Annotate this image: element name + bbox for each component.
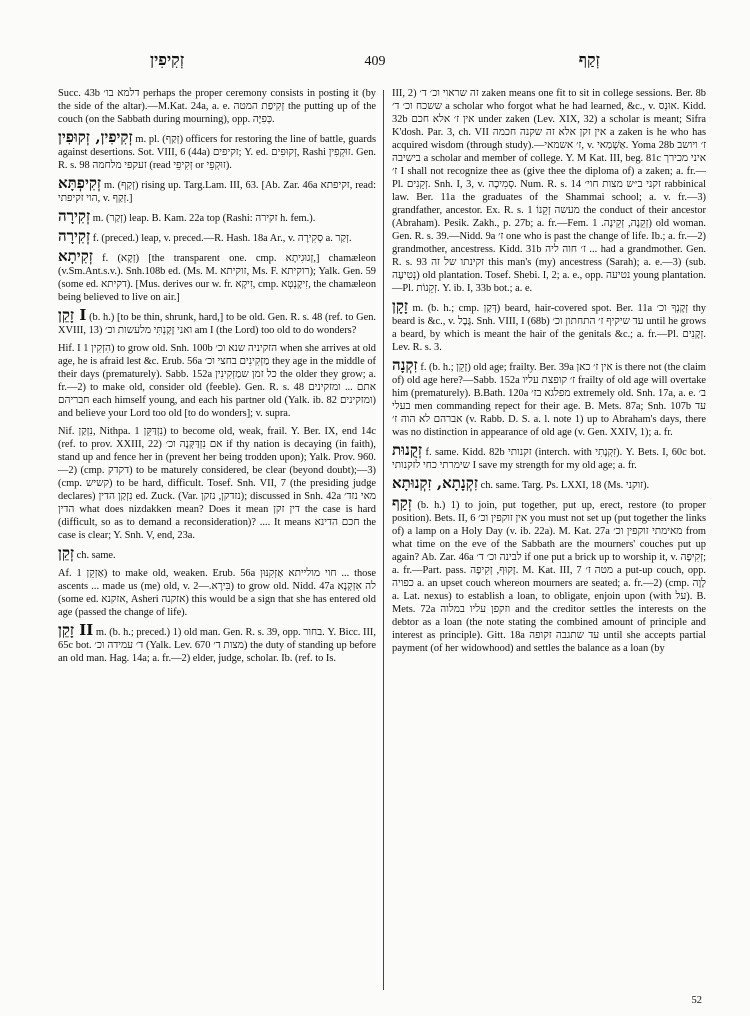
dictionary-entry [58, 174, 376, 205]
dictionary-entry [392, 474, 706, 492]
entry-text: Hif. I הִזְקִין 1) to grow old. Snh. 100b הזקיניה שנא וכ׳ when she arrives at old age, he is afraid lest &c. Erub. 56a מַזְקִינִים בחצי וכ׳ they age in the middle of their days (prematurely). Sabb. 152a כל זמן שמַזְקִינִין the older they grow; a. fr.—2) to make old, consider old (feeble). Gen. R. s. 48 אתם ... ומזקינים חבריהם each himself young, and each his partner old (Yalk. ib. 82 ומזקינים) and believe your Lord too old [to do wonders]; v. supra. [58, 343, 377, 419]
entry-headword: זְקִירָה [58, 227, 91, 245]
entry-paragraph [58, 621, 376, 665]
entry-text: f. (preced.) leap, v. preced.—R. Hash. 18a Ar., v. סְקִירָה a. זְקַר. [92, 233, 352, 244]
entry-headword: זָקָן [392, 297, 409, 315]
column-divider [383, 90, 384, 990]
dictionary-entry [58, 544, 376, 562]
left-column [58, 87, 376, 670]
right-column [392, 87, 706, 660]
entry-headword: זָקֵן I [58, 306, 87, 324]
entry-text: ch. same. [76, 550, 116, 561]
dictionary-entry [392, 356, 707, 439]
entry-text: Succ. 43b דלמא בו׳ perhaps the proper ceremony consists in posting it (by the side of the altar).—M.Kat. 24a, a. e. זְקִיפַת המטה the putting up of the couch (on the Sabbath during mourning), opp. כְּפִיָּה. [58, 88, 376, 125]
dictionary-entry [392, 87, 706, 295]
entry-paragraph [58, 128, 376, 172]
dictionary-entry [58, 342, 376, 420]
entry-text: f. same. Kidd. 82b זקנותי (interch. with זִקְנָתִי). Y. Bets. I, 60c bot. שימרתי כחי לזקנותי I save my strength for my old age; a. fr. [392, 447, 706, 471]
entry-text: f. (זְקָא) [the transparent one. cmp. זְגוּגִיתָא,] chamæleon (v.Sm.Ant.s.v.). Snh.108b ed. (Ms. M. זוקיתא, Ms. F. רוקיתא); Yalk. Gen. 59 (some ed. דקיתא). [Mus. derives our w. fr. זִיקָא, cmp. זִיקָנְטְא, the chamæleon being believed to live on air.] [58, 253, 377, 303]
entry-headword: זְקֻנוּת [392, 441, 423, 459]
page-number: 409 [364, 54, 386, 69]
entry-text: m. (b. h.; cmp. דְּקַן) beard, hair-covered spot. Ber. 11a זְקָנְךָ וכ׳ thy beard is &c., v. גֶּבֶל. Snh. VIII, I (68b) עד שיקיף ז׳ התחתון וכ׳ until he grows a beard, by which is meant the hair of the genitals &c.; a. fr.—Pl. זְקָנִים. Lev. R. s. 3. [392, 303, 706, 353]
entry-headword: זְקִירָה [58, 207, 91, 225]
entry-paragraph [392, 494, 707, 655]
entry-paragraph [392, 474, 706, 492]
left-running-headword: זְקִיפִין [150, 52, 185, 69]
entry-text: ch. same. Targ. Ps. LXXI, 18 (Ms. זוקני). [480, 480, 650, 491]
dictionary-entry [392, 441, 706, 472]
entry-paragraph [58, 544, 376, 562]
entry-paragraph [58, 306, 376, 337]
entry-text: Af. אַזְקֵן 1) to make old, weaken. Erub. 56a חוי מולייתא אַזְקִנּוּן ... those ascents ... made us (me) old, v. בִּירָא.—2) to grow old. Nidd. 47a לה אִזְקְנָא (some ed. אזקנא, Asheri אזקנה) this would be a sign that she has entered old age (passed the change of life). [58, 568, 377, 618]
entry-headword: זְקִיפִין, זְקוּפִין [58, 128, 133, 146]
entry-paragraph [58, 342, 376, 420]
dictionary-entry [392, 297, 706, 354]
entry-headword: זְקִיתָא [58, 247, 93, 265]
entry-paragraph [392, 356, 707, 439]
entry-text: III, 2) זה שראוי וכ׳ ד׳ zaken means one fit to sit in college sessions. Ber. 8b ששכח וכ׳ ד׳ a scholar who forgot what he had learned, &c., v. אוּנְס. Kidd. 32b אין ז׳ אלא חכם under zaken (Lev. XIX, 32) a scholar is meant; Sifra K'dosh. Par. 3, ch. VII אין זקן אלא זה שקנה חכמה a zaken is he who has acquired wisdom (through study).—ז׳ אשמאי, v. אַשְׁמַאי. Yoma 28b ז׳ ויושב בישיבה a scholar and member of college. Y. M Kat. III, beg. 81c איני מכירך ז׳ I shall not recognize thee as (give thee the diploma of) a zaken; a. fr.—Pl. זְקֵנִים. Snh. I, 3, v. סְמִיכָה. Num. R. s. 14 זקני ב״ש מצות חוי׳ rabbinical law. Ber. 11a the graduates of the Shammai school; a. v. fr.—3) grandfather, ancestor. Ex. R. s. 1 מעשה זְקֵנוֹ the conduct of their ancestor (Abraham). Pesik. Zakh., p. 27b; a. fr.—Fem. זְקֵנָה, זְקֵינָה. 1) old woman. Gen. R. s. 39.—Nidd. 9a ז׳ one who is past the change of life. Ib.; a. fr.—2) grandmother, ancestress. Kidd. 31b ז׳ חוה ליה ... had a grandmother. Gen. R. s. 93 זקינתו של זה this man's (my) ancestress (Sarah); a. e.—3) (sub. נְטִיעָה) old plantation. Tosef. Shebi. I, 2; a. e., opp. נטיעה young plantation.—Pl. זְקֵנוֹת. Y. ib. I, 33b bot.; a. e. [392, 88, 707, 294]
entry-headword: זִקְנָתָא, זִקְנוּתָא [392, 474, 479, 492]
dictionary-entry [58, 227, 376, 245]
entry-text: m. (זְקַר) leap. B. Kam. 22a top (Rashi: זקירה h. fem.). [92, 213, 316, 224]
dictionary-entry [58, 425, 376, 542]
entry-text: m. (b. h.; preced.) 1) old man. Gen. R. s. 39, opp. בחור. Y. Bicc. III, 65c bot. ד׳ עמידה וכ׳ (Yalk. Lev. 670 מצות ד׳) the duty of standing up before an old man. Hag. 14a; a. fr.—2) elder, judge, scholar. Ib. (ref. to Is. [58, 627, 376, 664]
entry-headword: זְקֵן [58, 544, 75, 562]
dictionary-entry [58, 621, 376, 665]
entry-headword: זְקִיפְתָּא [58, 174, 102, 192]
dictionary-entry [392, 494, 707, 655]
dictionary-entry [58, 128, 376, 172]
dictionary-entry [58, 306, 376, 337]
entry-paragraph [58, 425, 376, 542]
entry-text: (b. h.) 1) to join, put together, put up, erect, restore (to proper position). Bets. II, 6 אין זוקפין וכ׳ you must not set up (put together the links of) a lamp on a Holy Day (v. ib. 22a). M. Kat. 27a מאימתי זוקפין וכ׳ from what time on the eve of the Sabbath are the mourners' couches put up again? Ab. Zar. 46a לבינה וכ׳ ד׳ if one put a brick up to worship it, v. זְקִיפָה; a. fr.—Part. pass. זָקוּף, זְקִיפָה. M. Kat. III, 7 מטה ז׳ a put-up couch, opp. כפויה a. an upset couch whereon mourners are seated; a. fr.—2) (cmp. לָוָה a. Lat. nexus) to establish a loan, to obligate, enjoin upon (with על). B. Mets. 72a וזקפן עליו במלוה and the creditor settles the interests on the debtor as a loan (the note stating the combined amount of principle and interest as principle). Gitt. 18a עד שתגבה זקופה until she accepts partial payment (of her widowhood) and settles the balance as a loan (by [392, 500, 707, 654]
entry-paragraph [392, 297, 706, 354]
signature-mark: 52 [691, 995, 702, 1006]
entry-paragraph [392, 87, 706, 295]
entry-paragraph [392, 441, 706, 472]
entry-paragraph [58, 207, 376, 225]
entry-paragraph [58, 247, 377, 304]
dictionary-entry [58, 247, 377, 304]
entry-paragraph [58, 227, 376, 245]
entry-text: (b. h.) [to be thin, shrunk, hard,] to be old. Gen. R. s. 48 (ref. to Gen. XVIII, 13) ואני זָקַנְתִּי מלעשות וכ׳ am I (the Lord) too old to do wonders? [58, 312, 376, 336]
dictionary-entry [58, 87, 376, 126]
entry-paragraph [58, 174, 376, 205]
entry-headword: זִקְנָה [392, 356, 418, 374]
entry-text: m. (זְקַף) rising up. Targ.Lam. III, 63. [Ab. Zar. 46a זקיפתא, read: הוי זקיפתי, v. זְקַף.] [58, 180, 376, 204]
right-running-headword: זְקַף [578, 52, 600, 69]
entry-headword: זְקַף [392, 494, 412, 512]
dictionary-entry [58, 567, 376, 619]
entry-text: Nif. נִזְקַן, Nithpa. נִזְדַּקֵּן 1) to become old, weak, frail. Y. Ber. IX, end 14c (ref. to prov. XXIII, 22) אם נִזְדַּקְּנָה וכ׳ if thy nation is decaying (in faith), stand up and fence her in (prevent her being trodden upon); Yalk. Prov. 960.—2) (cmp. דקדק) to be maturely considered, be clear (beyond doubt);—3) (cmp. קשיש) to be hard, difficult. Tosef. Snh. VII, 7 (the presiding judge declares) נִזְקַן הדין ed. Zuck. (Var. נזדקן, נזקן); discussed in Snh. 42a מאי נזד׳ הדין what does nizdakken mean? Does it mean דין זקן the case is hard (difficult, so as to demand a reconsideration)? .... It means חכם הדינא the case is clear; Y. Snh. V, end, 23a. [58, 426, 377, 541]
dictionary-entry [58, 207, 376, 225]
entry-text: m. pl. (זְקַף) officers for restoring the line of battle, guards against desertions. Sot. VIII, 6 (44a) זקיפים; Y. ed. זְקוּפִים, Rashi זוּקְפִין. Gen. R. s. 98 זעקפי מלחמה (read זְקִיפֵי or זוּקְפֵי). [58, 134, 376, 171]
entry-headword: זָקֵן II [58, 621, 94, 639]
page-header [60, 52, 690, 74]
entry-paragraph [58, 87, 376, 126]
entry-text: f. (b. h.; זָקֵן) old age; frailty. Ber. 39a אין ז׳ כאן is there not (the claim of) old age here?—Sabb. 152a ז׳ קופצת עליו frailty of old age will overtake him (prematurely). B.Bath. 120a מפלגא בז׳ extremely old. Snh. 17a, a. e. ב׳ בעלי men commanding repect for their age. B. Mets. 87a; Snh. 107b עד אברהם לא הוה ז׳ (v. Rabb. D. S. a. l. note 1) up to Abraham's days, there was no distinction in appearance of old age (v. Gen. XXIV, 1); a. fr. [392, 362, 707, 438]
entry-paragraph [58, 567, 376, 619]
